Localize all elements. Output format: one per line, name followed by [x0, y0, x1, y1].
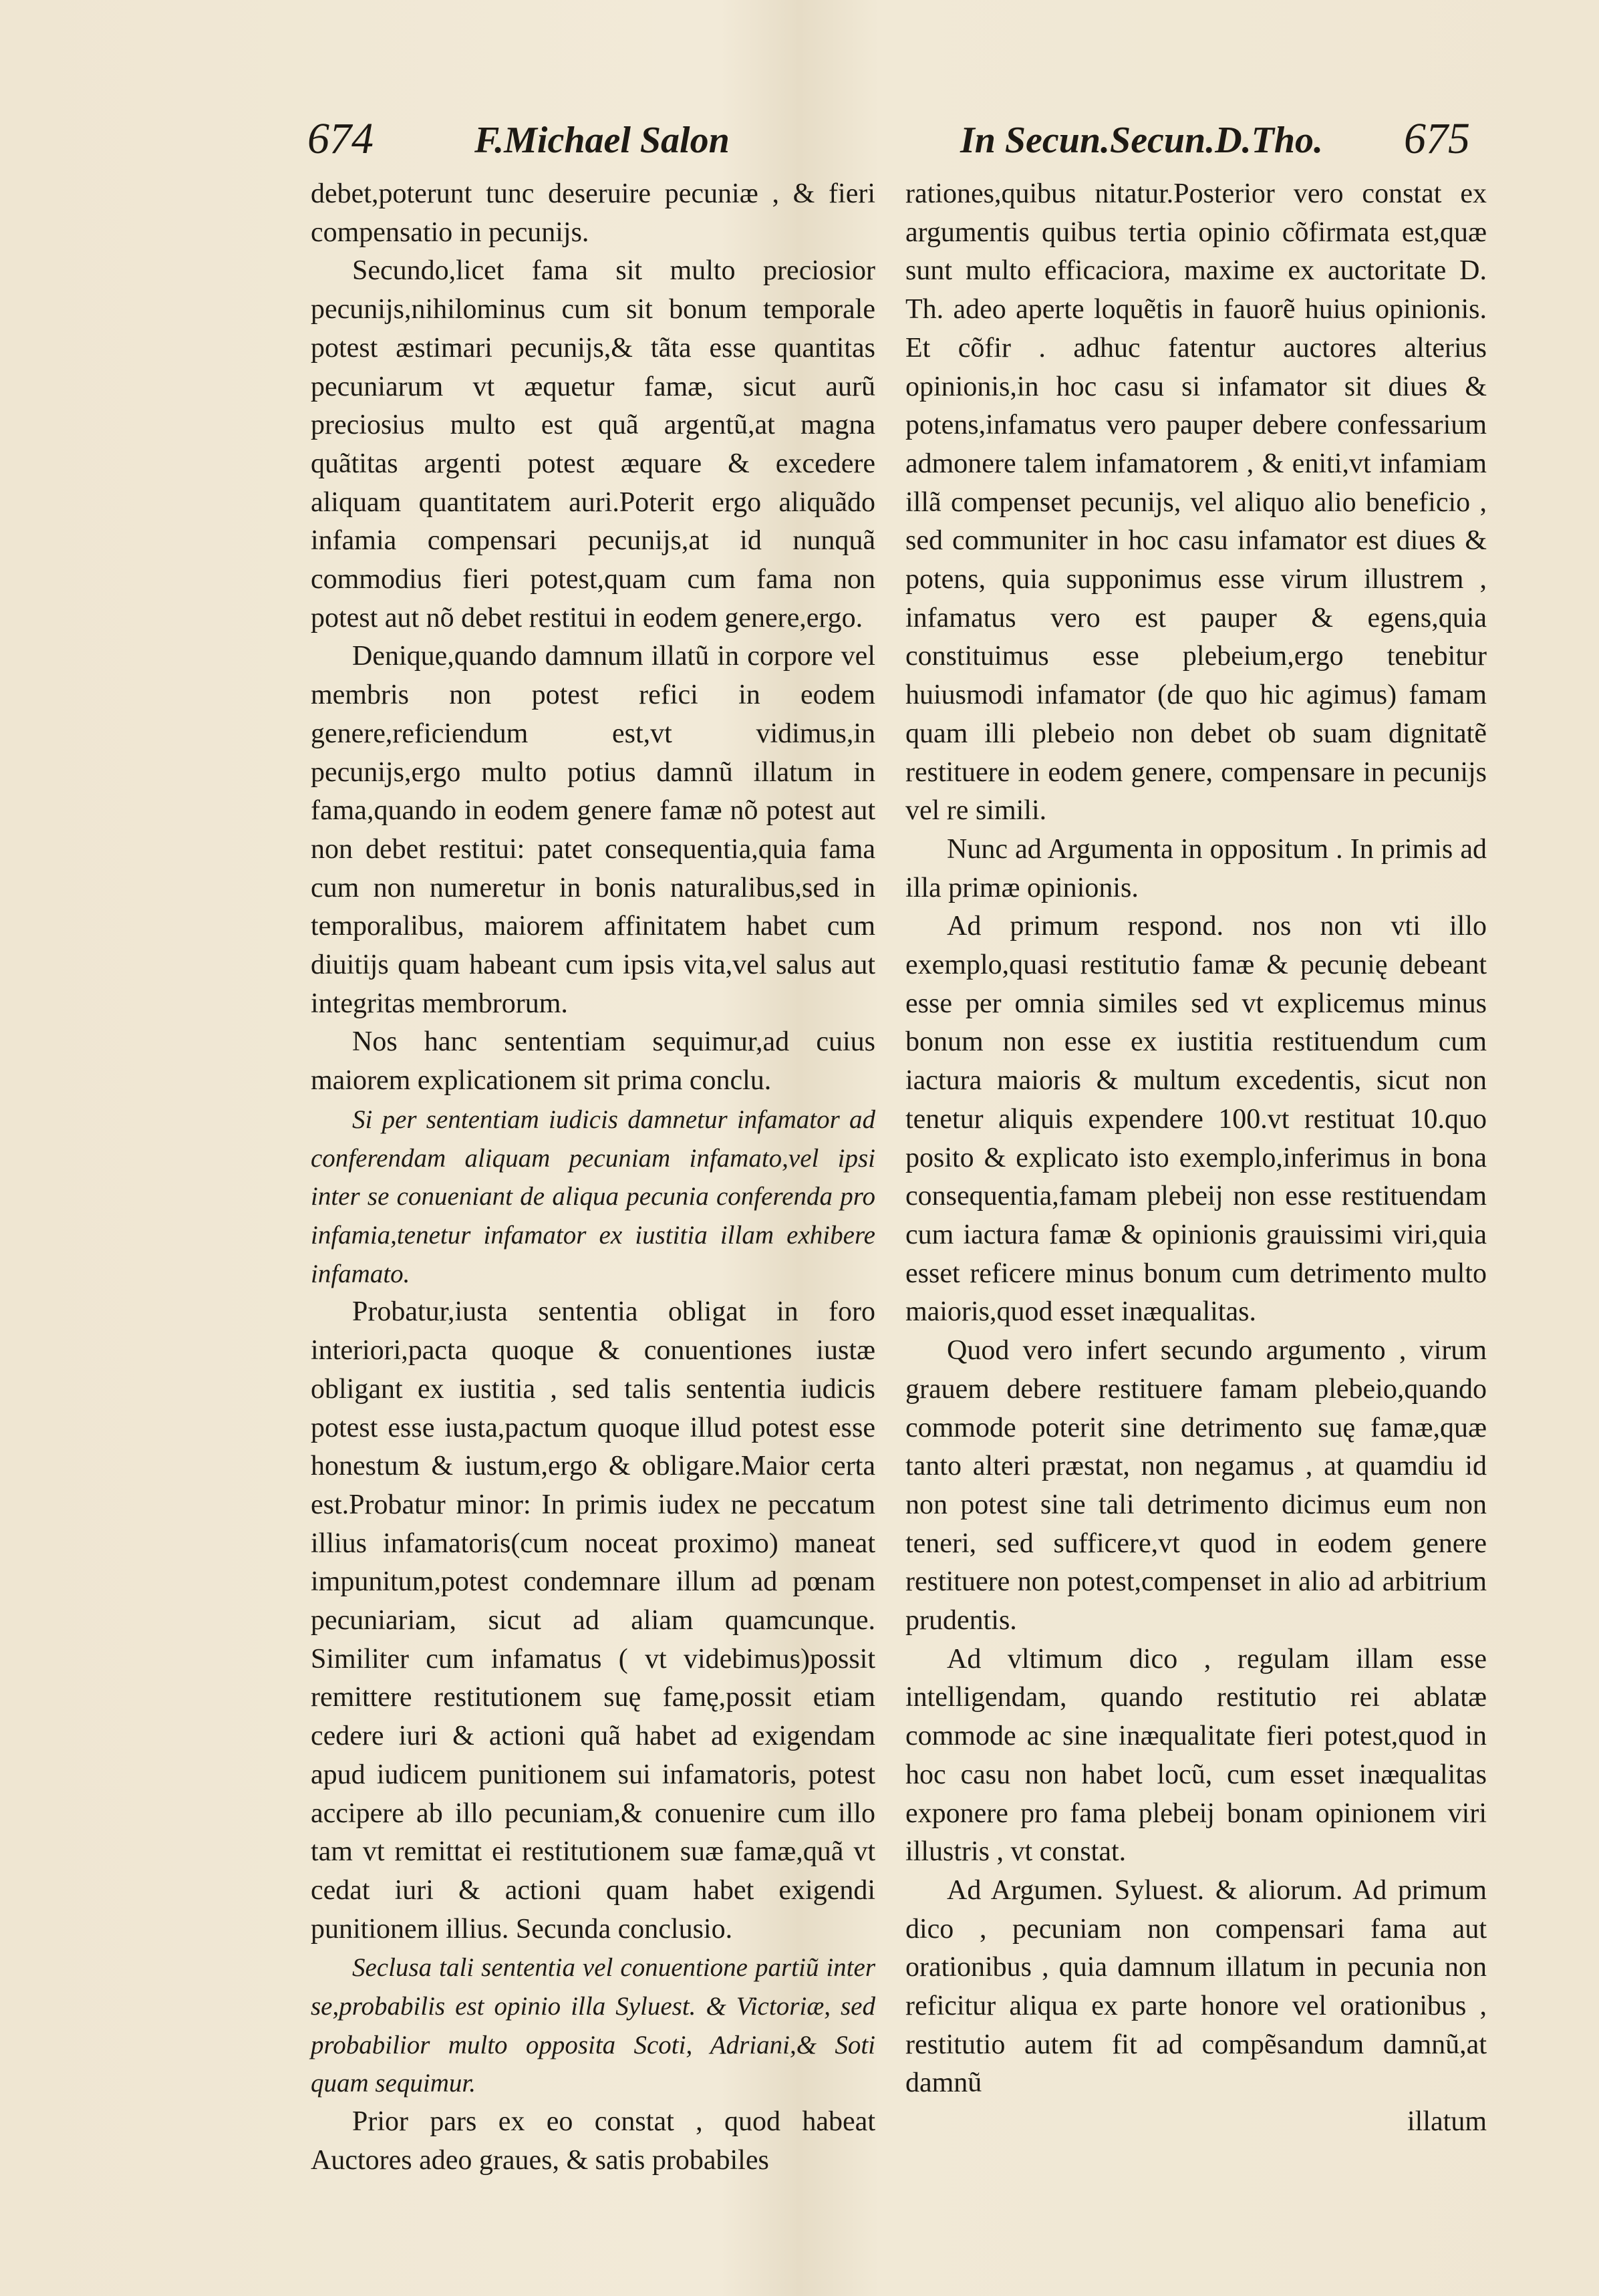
conclusion-italic: Si per sententiam iudicis damnetur infamator ad conferendam aliquam pecuniam infamato,vel ipsi inter se conueniant de aliqua pecunia conferenda pro infamia,tenetur infamator ex iustitia illam exhibere infamato. [311, 1105, 875, 1288]
running-header [307, 114, 1470, 174]
paragraph: Ad primum respond. nos non vti illo exemplo,quasi restitutio famæ & pecunię debeant esse per omnia similes sed vt explicemus minus bonum non esse ex iustitia restituendum cum iactura maioris & multum excedentis, sicut non tenetur aliquis expendere 100.vt restituat 10.quo posito & explicato isto exemplo,inferimus in bona consequentia,famam plebeij non esse restituendam cum iactura famæ & opinionis grauissimi viri,quia esset reficere minus bonum cum detrimento multo maioris,quod esset inæqualitas. [905, 911, 1487, 1328]
right-running-title: In Secun.Secun.D.Tho. [960, 120, 1323, 161]
left-running-title: F.Michael Salon [474, 120, 730, 161]
paragraph: Denique,quando damnum illatũ in corpore vel membris non potest refici in eodem genere,reficiendum est,vt vidimus,in pecunijs,ergo multo potius damnũ illatum in fama,quando in eodem genere famæ nõ potest aut non debet restitui: patet consequentia,quia fama cum non numeretur in bonis naturalibus,sed in temporalibus, maiorem affinitatem habet cum diuitijs quam habeant cum ipsis vita,vel salus aut integritas membrorum. [311, 641, 875, 1019]
paragraph: Ad Argumen. Syluest. & aliorum. Ad primum dico , pecuniam non compensari fama aut orationibus , quia damnum illatum in pecunia non reficitur aliqua ex parte honore vel orationibus , restitutio autem fit ad compẽsandum damnũ,at damnũ [905, 1874, 1487, 2099]
left-text-column [311, 175, 875, 2180]
catchword: illatum [1407, 2106, 1487, 2138]
right-text-column [905, 175, 1487, 2142]
right-page-number: 675 [1404, 114, 1470, 163]
left-page-number: 674 [307, 114, 374, 163]
paragraph: Prior pars ex eo constat , quod habeat Auctores adeo graues, & satis probabiles [311, 2106, 875, 2176]
paragraph: Probatur,iusta sententia obligat in foro interiori,pacta quoque & conuentiones iustæ obligant ex iustitia , sed talis sententia iudicis potest esse iusta,pactum quoque illud potest esse honestum & iustum,ergo & obligare.Maior certa est.Probatur minor: In primis iudex ne peccatum illius infamatoris(cum noceat proximo) maneat impunitum,potest condemnare illum ad pœnam pecuniariam, sicut ad aliam quamcunque. Similiter cum infamatus ( vt videbimus)possit remittere restitutionem suę famę,possit etiam cedere iuri & actioni quã habet ad exigendam apud iudicem punitionem sui infamatoris, potest accipere ab illo pecuniam,& conuenire cum illo tam vt remittat ei restitutionem suæ famæ,quã vt cedat iuri & actioni quam habet exigendi punitionem illius. Secunda conclusio. [311, 1296, 875, 1945]
conclusion-italic: Seclusa tali sententia vel conuentione partiũ inter se,probabilis est opinio illa Syluest. & Victoriæ, sed probabilior multo opposita Scoti, Adriani,& Soti quam sequimur. [311, 1953, 875, 2098]
paragraph: rationes,quibus nitatur.Posterior vero constat ex argumentis quibus tertia opinio cõfirmata est,quæ sunt multo efficaciora, maxime ex auctoritate D. Th. adeo aperte loquẽtis in fauorẽ huius opinionis. Et cõfir . adhuc fatentur auctores alterius opinionis,in hoc casu si infamator sit diues & potens,infamatus vero pauper debere confessarium admonere talem infamatorem , & eniti,vt infamiam illã compenset pecunijs, vel aliquo alio beneficio , sed communiter in hoc casu infamator est diues & potens, quia supponimus esse virum illustrem , infamatus vero est pauper & egens,quia constituimus esse plebeium,ergo tenebitur huiusmodi infamator (de quo hic agimus) famam quam illi plebeio non debet ob suam dignitatẽ restituere in eodem genere, compensare in pecunijs vel re simili. [905, 178, 1487, 827]
paragraph: debet,poterunt tunc deseruire pecuniæ , & fieri compensatio in pecunijs. [311, 178, 875, 248]
paragraph: Nos hanc sententiam sequimur,ad cuius maiorem explicationem sit prima conclu. [311, 1026, 875, 1097]
paragraph: Ad vltimum dico , regulam illam esse intelligendam, quando restitutio rei ablatæ commode ac sine inæqualitate fieri potest,quod in hoc casu non habet locũ, cum esset inæqualitas exponere pro fama plebeij bonam opinionem viri illustris , vt constat. [905, 1643, 1487, 1868]
paragraph: Secundo,licet fama sit multo preciosior pecunijs,nihilominus cum sit bonum temporale potest æstimari pecunijs,& tãta esse quantitas pecuniarum vt æquetur famæ, sicut aurũ preciosius multo est quã argentũ,at magna quãtitas argenti potest æquare & excedere aliquam quantitatem auri.Poterit ergo aliquãdo infamia compensari pecunijs,at id nunquã commodius fieri potest,quam cum fama non potest aut nõ debet restitui in eodem genere,ergo. [311, 255, 875, 633]
paragraph: Quod vero infert secundo argumento , virum grauem debere restituere famam plebeio,quando commode poterit sine detrimento suę famæ,quæ tanto alteri præstat, non negamus , at quamdiu id non potest sine tali detrimento dicimus eum non teneri, sed sufficere,vt quod in eodem genere restituere non potest,compenset in alio ad arbitrium prudentis. [905, 1335, 1487, 1636]
paragraph: Nunc ad Argumenta in oppositum . In primis ad illa primæ opinionis. [905, 833, 1487, 903]
